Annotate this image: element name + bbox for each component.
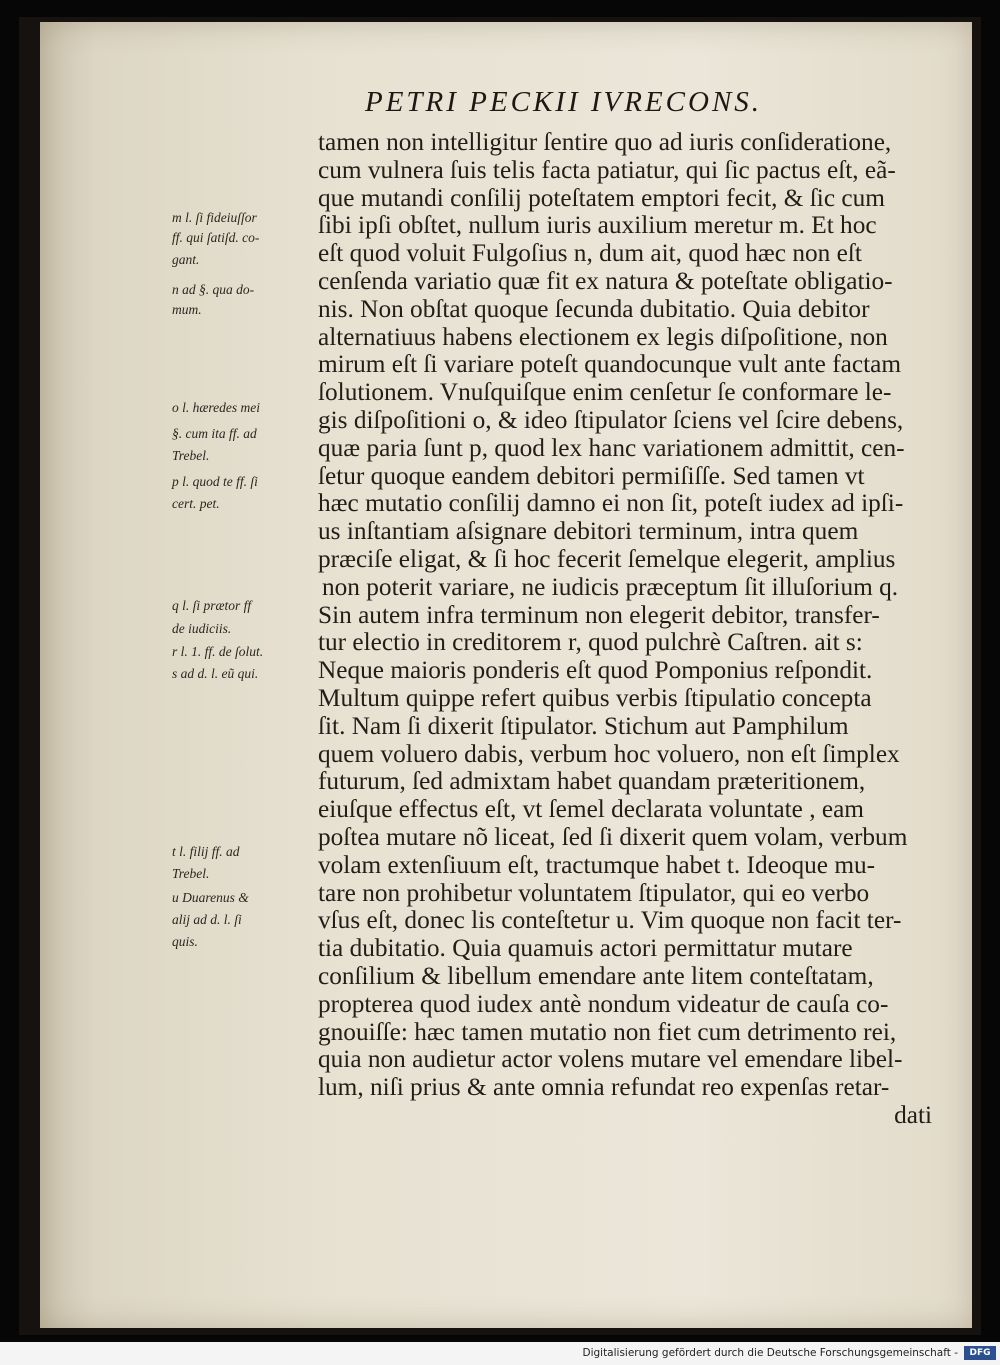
text-line: præciſe eligat, & ſi hoc fecerit ſemelque elegerit, amplius <box>318 544 896 573</box>
text-line: cenſenda variatio quæ fit ex natura & poteſtate obligatio- <box>318 266 893 295</box>
margin-note: q l. ſi prætor ff <box>172 598 252 613</box>
text-line: ſetur quoque eandem debitori permiſiſſe. Sed tamen vt <box>318 461 865 490</box>
text-line: gnouiſſe: hæc tamen mutatio non fiet cum detrimento rei, <box>318 1017 897 1046</box>
text-line: quæ paria ſunt p, quod lex hanc variationem admittit, cen- <box>318 433 905 462</box>
text-line: eſt quod voluit Fulgoſius n, dum ait, quod hæc non eſt <box>318 239 862 268</box>
margin-note: mum. <box>172 302 202 317</box>
text-line: Sin autem infra terminum non elegerit debitor, transfer- <box>318 600 880 629</box>
text-line: tur electio in creditorem r, quod pulchrè Caſtren. ait s: <box>318 628 863 657</box>
margin-note: p l. quod te ff. ſi <box>172 474 258 489</box>
text-line: lum, niſi prius & ante omnia refundat reo expenſas retar- <box>318 1073 890 1102</box>
text-line: que mutandi conſilij poteſtatem emptori fecit, & ſic cum <box>318 183 885 212</box>
text-line: tia dubitatio. Quia quamuis actori permittatur mutare <box>318 934 853 963</box>
footer-credit: Digitalisierung gefördert durch die Deutsche Forschungsgemeinschaft - <box>582 1347 958 1359</box>
text-line: ſolutionem. Vnuſquiſque enim cenſetur ſe conformare le- <box>318 378 892 407</box>
text-line: poſtea mutare nõ liceat, ſed ſi dixerit quem volam, verbum <box>318 822 908 851</box>
margin-note: de iudiciis. <box>172 621 232 636</box>
text-line: ſit. Nam ſi dixerit ſtipulator. Stichum aut Pamphilum <box>318 711 849 740</box>
text-line: vſus eſt, donec lis conteſtetur u. Vim quoque non facit ter- <box>318 906 902 935</box>
margin-note: Trebel. <box>172 448 210 463</box>
margin-note: gant. <box>172 252 200 267</box>
margin-note: quis. <box>172 934 198 949</box>
text-line: ſibi ipſi obſtet, nullum iuris auxilium meretur m. Et hoc <box>318 211 877 240</box>
main-text-block <box>318 129 940 1130</box>
text-line: tare non prohibetur voluntatem ſtipulator, qui eo verbo <box>318 878 870 907</box>
dfg-logo-icon: DFG <box>964 1346 996 1360</box>
margin-note: u Duarenus & <box>172 890 249 905</box>
text-line: mirum eſt ſi variare poteſt quandocunque vult ante factam <box>318 350 902 379</box>
margin-note: Trebel. <box>172 866 210 881</box>
footer-bar <box>0 1342 1000 1365</box>
text-line: hæc mutatio conſilij damno ei non ſit, poteſt iudex ad ipſi- <box>318 489 904 518</box>
text-line: volam extenſiuum eſt, tractumque habet t. Ideoque mu- <box>318 850 876 879</box>
margin-note: s ad d. l. eũ qui. <box>172 666 259 681</box>
text-line: non poterit variare, ne iudicis præceptum ſit illuſorium q. <box>322 572 899 601</box>
margin-note: o l. hæredes mei <box>172 400 260 415</box>
text-line: Multum quippe refert quibus verbis ſtipulatio concepta <box>318 683 872 712</box>
margin-note: cert. pet. <box>172 496 220 511</box>
margin-note: §. cum ita ff. ad <box>172 426 257 441</box>
margin-note: ff. qui ſatiſd. co- <box>172 230 260 245</box>
text-line: futurum, ſed admixtam habet quandam præteritionem, <box>318 767 866 796</box>
text-line: tamen non intelligitur ſentire quo ad iuris conſideratione, <box>318 128 892 156</box>
text-line: nis. Non obſtat quoque ſecunda dubitatio. Quia debitor <box>318 294 870 323</box>
text-line: gis diſpoſitioni o, & ideo ſtipulator ſciens vel ſcire debens, <box>318 405 904 434</box>
text-line: quia non audietur actor volens mutare vel emendare libel- <box>318 1045 903 1074</box>
margin-note: m l. ſi fideiuſſor <box>172 210 257 225</box>
text-line: eiuſque effectus eſt, vt ſemel declarata voluntate , eam <box>318 795 864 824</box>
margin-note: n ad §. qua do- <box>172 282 255 297</box>
catchword: dati <box>894 1100 932 1129</box>
margin-note: r l. 1. ff. de ſolut. <box>172 644 264 659</box>
text-line: conſilium & libellum emendare ante litem conteſtatam, <box>318 961 874 990</box>
text-line: alternatiuus habens electionem ex legis diſpoſitione, non <box>318 322 888 351</box>
text-line: propterea quod iudex antè nondum videatur de cauſa co- <box>318 989 889 1018</box>
text-line: quem voluero dabis, verbum hoc voluero, non eſt ſimplex <box>318 739 900 768</box>
margin-note: alij ad d. l. ſi <box>172 912 242 927</box>
text-line: Neque maioris ponderis eſt quod Pomponius reſpondit. <box>318 656 873 685</box>
margin-note: t l. filij ff. ad <box>172 844 240 859</box>
text-line: cum vulnera ſuis telis facta patiatur, qui ſic pactus eſt, eã- <box>318 155 896 184</box>
text-line: us inſtantiam aſsignare debitori terminum, intra quem <box>318 517 859 546</box>
running-head: PETRI PECKII IVRECONS. <box>365 86 763 118</box>
